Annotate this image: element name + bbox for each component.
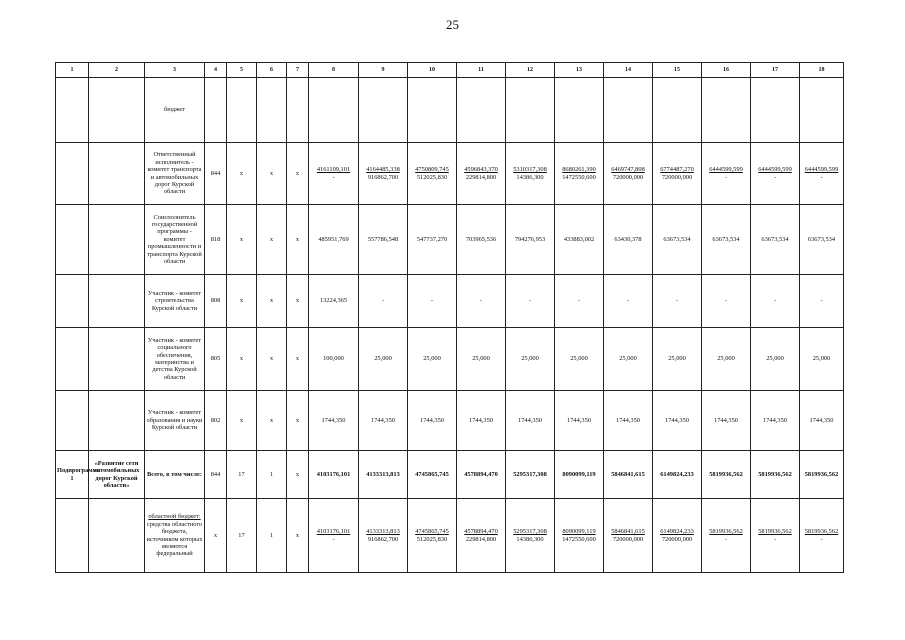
col-header: 13 bbox=[555, 63, 604, 78]
code-cell: х bbox=[287, 391, 309, 451]
executor-cell: бюджет bbox=[145, 78, 205, 143]
code-cell: 808 bbox=[205, 275, 227, 328]
code-cell: х bbox=[227, 143, 257, 205]
page-number: 25 bbox=[446, 17, 459, 32]
total-value: 4596843,370 bbox=[464, 166, 498, 174]
value-cell: 4133313,813 bbox=[359, 451, 408, 499]
value-cell bbox=[555, 78, 604, 143]
value-cell: 703965,536 bbox=[457, 205, 506, 275]
executor-cell: Участник - комитет строительства Курской области bbox=[145, 275, 205, 328]
federal-value: - bbox=[773, 173, 777, 181]
title-cell bbox=[89, 391, 145, 451]
value-cell: 1744,350 bbox=[702, 391, 751, 451]
executor-cell: Участник - комитет образования и науки Курской области bbox=[145, 391, 205, 451]
federal-value: 1472550,600 bbox=[562, 173, 596, 181]
value-cell bbox=[800, 78, 844, 143]
value-cell bbox=[653, 143, 702, 205]
value-cell: - bbox=[702, 275, 751, 328]
code-cell: 818 bbox=[205, 205, 227, 275]
value-cell: 5846841,615 bbox=[604, 451, 653, 499]
col-header: 5 bbox=[227, 63, 257, 78]
code-cell: 844 bbox=[205, 451, 227, 499]
code-cell: х bbox=[227, 391, 257, 451]
value-cell bbox=[309, 499, 359, 573]
total-value: 4750809,745 bbox=[415, 166, 449, 174]
code-cell: х bbox=[287, 499, 309, 573]
value-cell bbox=[309, 78, 359, 143]
code-cell: х bbox=[257, 328, 287, 391]
value-cell bbox=[800, 499, 844, 573]
code-cell bbox=[205, 78, 227, 143]
value-cell: 4103176,101 bbox=[309, 451, 359, 499]
value-cell bbox=[653, 499, 702, 573]
value-cell: 794276,953 bbox=[506, 205, 555, 275]
code-cell: 844 bbox=[205, 143, 227, 205]
value-cell: - bbox=[653, 275, 702, 328]
value-cell: 25,000 bbox=[604, 328, 653, 391]
value-cell: 63673,534 bbox=[751, 205, 800, 275]
value-cell: 63673,534 bbox=[702, 205, 751, 275]
value-cell: - bbox=[359, 275, 408, 328]
program-cell bbox=[56, 499, 89, 573]
value-cell bbox=[702, 143, 751, 205]
col-header: 2 bbox=[89, 63, 145, 78]
title-cell bbox=[89, 78, 145, 143]
code-cell: 17 bbox=[227, 499, 257, 573]
col-header: 4 bbox=[205, 63, 227, 78]
title-cell bbox=[89, 328, 145, 391]
federal-value: 512025,830 bbox=[416, 535, 448, 543]
federal-value: 720000,000 bbox=[612, 173, 644, 181]
value-cell: - bbox=[604, 275, 653, 328]
code-cell: х bbox=[257, 143, 287, 205]
value-cell: - bbox=[457, 275, 506, 328]
executor-cell bbox=[145, 499, 205, 573]
value-cell bbox=[604, 143, 653, 205]
value-cell: 1744,350 bbox=[800, 391, 844, 451]
value-cell: 1744,350 bbox=[457, 391, 506, 451]
total-value: 6444599,599 bbox=[709, 166, 743, 174]
col-header: 18 bbox=[800, 63, 844, 78]
value-cell: - bbox=[555, 275, 604, 328]
total-value: 8680261,390 bbox=[562, 166, 596, 174]
federal-value: 916862,700 bbox=[367, 535, 399, 543]
title-cell bbox=[89, 499, 145, 573]
value-cell: - bbox=[800, 275, 844, 328]
value-cell: 25,000 bbox=[653, 328, 702, 391]
value-cell bbox=[457, 78, 506, 143]
table-row bbox=[56, 78, 844, 143]
value-cell bbox=[555, 499, 604, 573]
title-cell bbox=[89, 275, 145, 328]
total-value: 5310317,308 bbox=[513, 166, 547, 174]
table-row bbox=[56, 205, 844, 275]
value-cell: 5295317,308 bbox=[506, 451, 555, 499]
total-value: 5295317,308 bbox=[513, 528, 547, 536]
value-cell: 25,000 bbox=[555, 328, 604, 391]
program-cell bbox=[56, 328, 89, 391]
value-cell bbox=[309, 143, 359, 205]
value-cell: 1744,350 bbox=[408, 391, 457, 451]
title-cell: «Развитие сети автомобильных дорог Курской области» bbox=[89, 451, 145, 499]
total-value: 4133313,813 bbox=[366, 528, 400, 536]
value-cell bbox=[751, 499, 800, 573]
code-cell: 17 bbox=[227, 451, 257, 499]
code-cell bbox=[257, 78, 287, 143]
federal-value: 14386,300 bbox=[516, 173, 544, 181]
federal-value: 720000,000 bbox=[612, 535, 644, 543]
code-cell: х bbox=[257, 275, 287, 328]
value-cell: 13224,365 bbox=[309, 275, 359, 328]
federal-value: 1472550,600 bbox=[562, 535, 596, 543]
total-value: 5846841,615 bbox=[611, 528, 645, 536]
value-cell: 4745865,745 bbox=[408, 451, 457, 499]
program-cell bbox=[56, 391, 89, 451]
federal-value: 14386,300 bbox=[516, 535, 544, 543]
value-cell: 25,000 bbox=[506, 328, 555, 391]
value-cell bbox=[408, 78, 457, 143]
program-cell: Подпрограмма 1 bbox=[56, 451, 89, 499]
col-header: 3 bbox=[145, 63, 205, 78]
value-cell bbox=[702, 78, 751, 143]
col-header: 15 bbox=[653, 63, 702, 78]
value-cell: 5819936,562 bbox=[800, 451, 844, 499]
code-cell: х bbox=[287, 205, 309, 275]
value-cell bbox=[800, 143, 844, 205]
executor-cell: Ответственный исполнитель - комитет транспорта и автомобильных дорог Курской области bbox=[145, 143, 205, 205]
total-value: 4745865,745 bbox=[415, 528, 449, 536]
code-cell: х bbox=[257, 205, 287, 275]
value-cell bbox=[457, 143, 506, 205]
total-value: 6774487,270 bbox=[660, 166, 694, 174]
value-cell bbox=[555, 143, 604, 205]
value-cell bbox=[457, 499, 506, 573]
program-cell bbox=[56, 275, 89, 328]
value-cell: 557786,548 bbox=[359, 205, 408, 275]
header-row bbox=[56, 63, 844, 78]
value-cell: 25,000 bbox=[457, 328, 506, 391]
program-cell bbox=[56, 205, 89, 275]
total-value: 5819936,562 bbox=[758, 528, 792, 536]
value-cell bbox=[604, 78, 653, 143]
col-header: 8 bbox=[309, 63, 359, 78]
total-value: 4164485,338 bbox=[366, 166, 400, 174]
value-cell: 1744,350 bbox=[309, 391, 359, 451]
code-cell bbox=[287, 78, 309, 143]
federal-value: 512025,830 bbox=[416, 173, 448, 181]
table-row bbox=[56, 391, 844, 451]
value-cell: 63430,378 bbox=[604, 205, 653, 275]
value-cell: 5819936,562 bbox=[751, 451, 800, 499]
col-header: 16 bbox=[702, 63, 751, 78]
table-row bbox=[56, 143, 844, 205]
executor-cell: Участник - комитет социального обеспечения, материнства и детства Курской области bbox=[145, 328, 205, 391]
federal-value: - bbox=[773, 535, 777, 543]
value-cell: 25,000 bbox=[408, 328, 457, 391]
table-row bbox=[56, 328, 844, 391]
value-cell: 1744,350 bbox=[506, 391, 555, 451]
value-cell: - bbox=[408, 275, 457, 328]
value-cell bbox=[359, 143, 408, 205]
value-cell: 25,000 bbox=[751, 328, 800, 391]
value-cell bbox=[653, 78, 702, 143]
value-cell: 63673,534 bbox=[800, 205, 844, 275]
value-cell: - bbox=[506, 275, 555, 328]
col-header: 17 bbox=[751, 63, 800, 78]
value-cell: 25,000 bbox=[359, 328, 408, 391]
federal-value: 720000,000 bbox=[661, 173, 693, 181]
value-cell: 547737,270 bbox=[408, 205, 457, 275]
value-cell: 5819936,562 bbox=[702, 451, 751, 499]
col-header: 9 bbox=[359, 63, 408, 78]
federal-value: 720000,000 bbox=[661, 535, 693, 543]
code-cell: х bbox=[227, 205, 257, 275]
value-cell: 1744,350 bbox=[359, 391, 408, 451]
value-cell: 485951,769 bbox=[309, 205, 359, 275]
federal-value: - bbox=[820, 173, 823, 181]
code-cell: х bbox=[227, 275, 257, 328]
code-cell: 802 bbox=[205, 391, 227, 451]
code-cell: 805 bbox=[205, 328, 227, 391]
total-value: 4161109,101 bbox=[316, 166, 351, 174]
total-value: 5819936,562 bbox=[709, 528, 743, 536]
value-cell: 25,000 bbox=[800, 328, 844, 391]
total-value: 5819936,562 bbox=[804, 528, 839, 536]
code-cell: 1 bbox=[257, 451, 287, 499]
total-value: 6444599,599 bbox=[758, 166, 792, 174]
code-cell: х bbox=[257, 391, 287, 451]
executor-cell: Соисполнитель государственной программы - комитет промышленности и транспорта Курской области bbox=[145, 205, 205, 275]
table-row bbox=[56, 451, 844, 499]
federal-value: - bbox=[332, 535, 335, 543]
value-cell bbox=[359, 499, 408, 573]
value-cell: 433883,002 bbox=[555, 205, 604, 275]
value-cell bbox=[751, 78, 800, 143]
budget-description: средства областного бюджета, источником которых являются федеральный bbox=[146, 520, 203, 558]
value-cell bbox=[506, 143, 555, 205]
value-cell: 1744,350 bbox=[555, 391, 604, 451]
value-cell bbox=[506, 78, 555, 143]
value-cell: 1744,350 bbox=[653, 391, 702, 451]
value-cell bbox=[702, 499, 751, 573]
total-value: 4578894,470 bbox=[464, 528, 498, 536]
executor-cell: Всего, в том числе: bbox=[145, 451, 205, 499]
federal-value: 229814,800 bbox=[465, 173, 497, 181]
federal-value: 229814,800 bbox=[465, 535, 497, 543]
value-cell: 100,000 bbox=[309, 328, 359, 391]
col-header: 12 bbox=[506, 63, 555, 78]
value-cell bbox=[408, 143, 457, 205]
value-cell: 25,000 bbox=[702, 328, 751, 391]
col-header: 10 bbox=[408, 63, 457, 78]
code-cell: х bbox=[205, 499, 227, 573]
code-cell bbox=[227, 78, 257, 143]
total-value: 4103176,101 bbox=[316, 528, 351, 536]
total-value: 6444599,599 bbox=[804, 166, 839, 174]
code-cell: х bbox=[287, 275, 309, 328]
federal-value: - bbox=[724, 173, 728, 181]
total-value: 6149824,233 bbox=[660, 528, 694, 536]
value-cell bbox=[408, 499, 457, 573]
value-cell: 63673,534 bbox=[653, 205, 702, 275]
col-header: 7 bbox=[287, 63, 309, 78]
title-cell bbox=[89, 143, 145, 205]
col-header: 1 bbox=[56, 63, 89, 78]
value-cell: 1744,350 bbox=[751, 391, 800, 451]
federal-value: - bbox=[332, 173, 335, 181]
value-cell: 6149824,233 bbox=[653, 451, 702, 499]
code-cell: х bbox=[227, 328, 257, 391]
value-cell: - bbox=[751, 275, 800, 328]
federal-value: 916862,700 bbox=[367, 173, 399, 181]
code-cell: 1 bbox=[257, 499, 287, 573]
col-header: 6 bbox=[257, 63, 287, 78]
col-header: 11 bbox=[457, 63, 506, 78]
value-cell bbox=[751, 143, 800, 205]
value-cell bbox=[506, 499, 555, 573]
value-cell bbox=[359, 78, 408, 143]
table-row bbox=[56, 275, 844, 328]
value-cell: 8090099,119 bbox=[555, 451, 604, 499]
federal-value: - bbox=[820, 535, 823, 543]
code-cell: х bbox=[287, 143, 309, 205]
total-value: 8090099,119 bbox=[562, 528, 596, 536]
title-cell bbox=[89, 205, 145, 275]
value-cell: 1744,350 bbox=[604, 391, 653, 451]
program-cell bbox=[56, 78, 89, 143]
table-row bbox=[56, 499, 844, 573]
value-cell: 4578894,470 bbox=[457, 451, 506, 499]
budget-table bbox=[55, 62, 844, 573]
program-cell bbox=[56, 143, 89, 205]
code-cell: х bbox=[287, 451, 309, 499]
value-cell bbox=[604, 499, 653, 573]
total-value: 6469747,808 bbox=[611, 166, 645, 174]
federal-value: - bbox=[724, 535, 728, 543]
code-cell: х bbox=[287, 328, 309, 391]
budget-label: областной бюджет: bbox=[148, 513, 201, 521]
col-header: 14 bbox=[604, 63, 653, 78]
